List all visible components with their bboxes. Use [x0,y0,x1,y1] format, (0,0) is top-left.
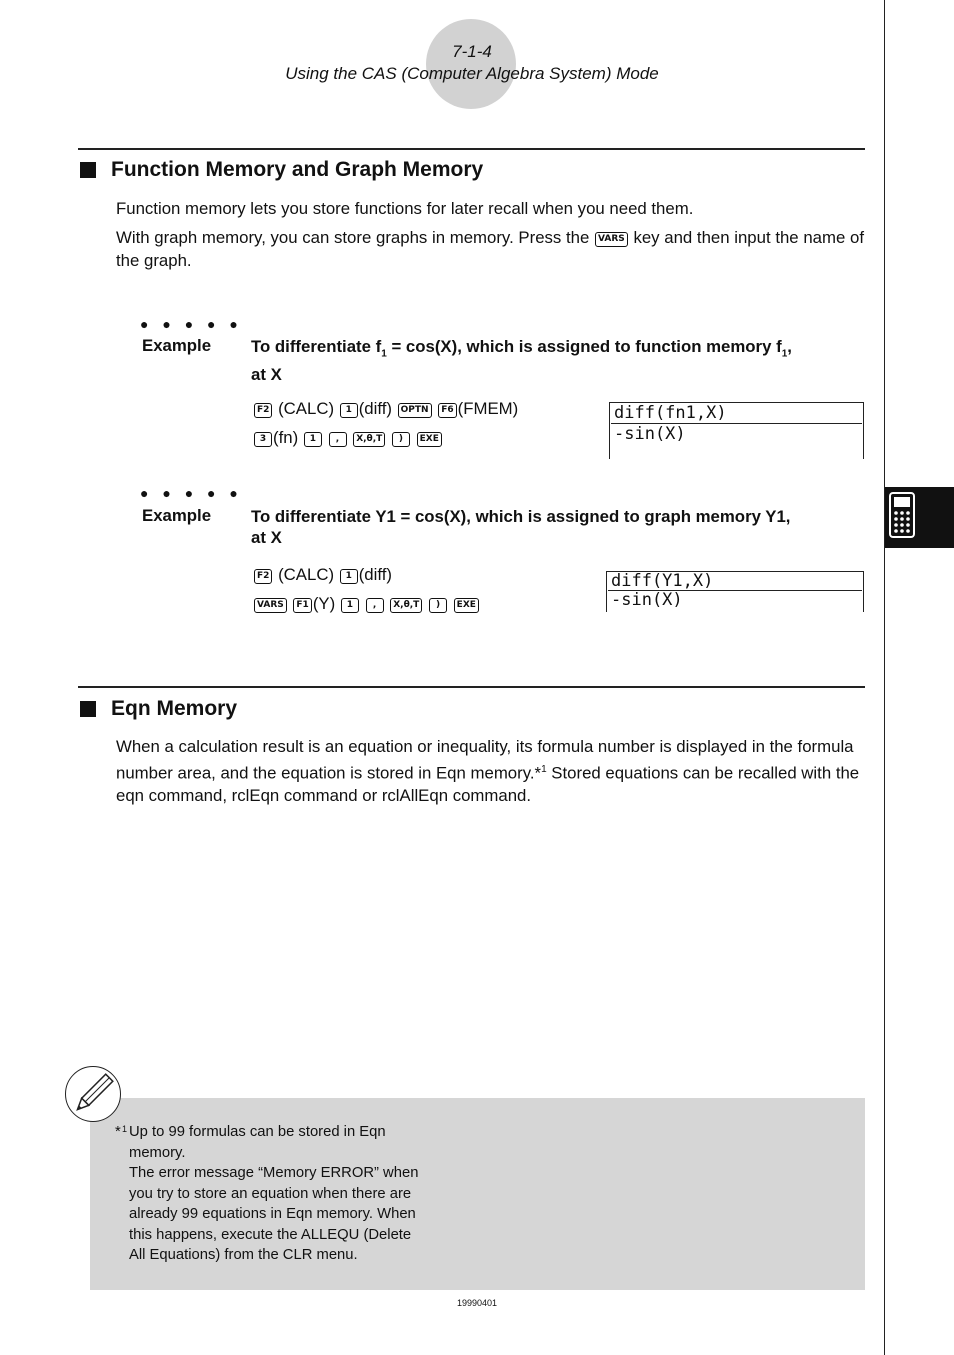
section-heading [78,697,237,721]
square-bullet-icon [80,162,96,178]
footnote-line: All Equations) from the CLR menu. [129,1247,358,1263]
one-key-icon: 1 [340,403,358,418]
example-dots: ● ● ● ● ● [140,316,243,332]
square-bullet-icon [80,701,96,717]
footnote-line: this happens, execute the ALLEQU (Delete [129,1226,412,1243]
section-divider [78,686,865,688]
paragraph: Function memory lets you store functions for later recall when you need them. [116,199,694,218]
f6-key-icon: F6 [438,403,456,418]
footnote-line: memory. [129,1144,186,1161]
example-description: To differentiate Y1 = cos(X), which is assigned to graph memory Y1, at X [251,507,791,547]
page-header-title: Using the CAS (Computer Algebra System) Mode [285,64,659,83]
comma-key-icon: , [329,432,347,447]
chapter-tab [885,487,954,548]
f2-key-icon: F2 [254,403,272,418]
margin-rule [884,0,885,1355]
footer-code: 19990401 [456,1298,498,1308]
close-paren-key-icon: ) [392,432,410,447]
page-number: 7-1-4 [452,42,492,61]
screen-input-line: diff(fn1,X) [611,403,862,424]
footnote-line: you try to store an equation when there are [129,1185,412,1202]
xthetat-key-icon: X,θ,T [390,598,422,613]
vars-key-icon: VARS [254,598,287,613]
one-key-icon: 1 [304,432,322,447]
example-label: Example [142,506,212,525]
key-sequence: F2 (CALC) 1 (diff) OPTN F6 (FMEM) 3 (fn) 1 , X,θ,T ) EXE [253,394,518,452]
f1-key-icon: F1 [293,598,311,613]
section-title: Function Memory and Graph Memory [111,158,484,181]
pencil-icon [65,1066,121,1122]
calculator-screen [606,571,864,612]
calculator-icon [885,487,954,548]
one-key-icon: 1 [341,598,359,613]
one-key-icon: 1 [340,569,358,584]
vars-key-icon: VARS [595,232,628,247]
section-divider [78,148,865,150]
footnote-line: Up to 99 formulas can be stored in Eqn [129,1124,386,1140]
example-description: To differentiate $f_1 = \cos(X)$, which is assigned to function memory $f_1$, at X [251,337,792,385]
xthetat-key-icon: X,θ,T [353,432,385,447]
comma-key-icon: , [366,598,384,613]
calculator-screen [609,402,864,459]
optn-key-icon: OPTN [398,403,432,418]
screen-result-line: -sin(X) [614,424,686,444]
example-dots: ● ● ● ● ● [140,485,243,501]
paragraph: When a calculation result is an equation or inequality, its formula number is displayed in the formula number area, and the equation is stored in Eqn memory.*$^1$ Stored equations can be recalled with the eqn command, rclEqn command or rclAllEqn command. [116,737,860,805]
screen-result-line: -sin(X) [611,590,683,610]
screen-input-line: diff(Y1,X) [608,572,862,591]
three-key-icon: 3 [254,432,272,447]
footnote-line: already 99 equations in Eqn memory. When [129,1206,416,1222]
section-heading [78,158,483,182]
exe-key-icon: EXE [417,432,442,447]
exe-key-icon: EXE [454,598,479,613]
paragraph: With graph memory, you can store graphs in memory. Press the VARS key and then input the name of the graph. [116,228,864,270]
f2-key-icon: F2 [254,569,272,584]
example-label: Example [142,336,212,355]
footnote: * 1 Up to 99 formulas can be stored in Eqn memory. The error message “Memory ERROR” when you try to store an equation when there are already 99 equations in Eqn memory. When this happens, execute the ALLEQU (Delete All Equations) from the CLR menu. [115,1122,418,1266]
key-sequence: F2 (CALC) 1 (diff) VARS F1 (Y) 1 , X,θ,T ) EXE [253,560,480,618]
close-paren-key-icon: ) [429,598,447,613]
footnote-line: The error message “Memory ERROR” when [129,1165,419,1181]
section-title: Eqn Memory [111,697,238,720]
